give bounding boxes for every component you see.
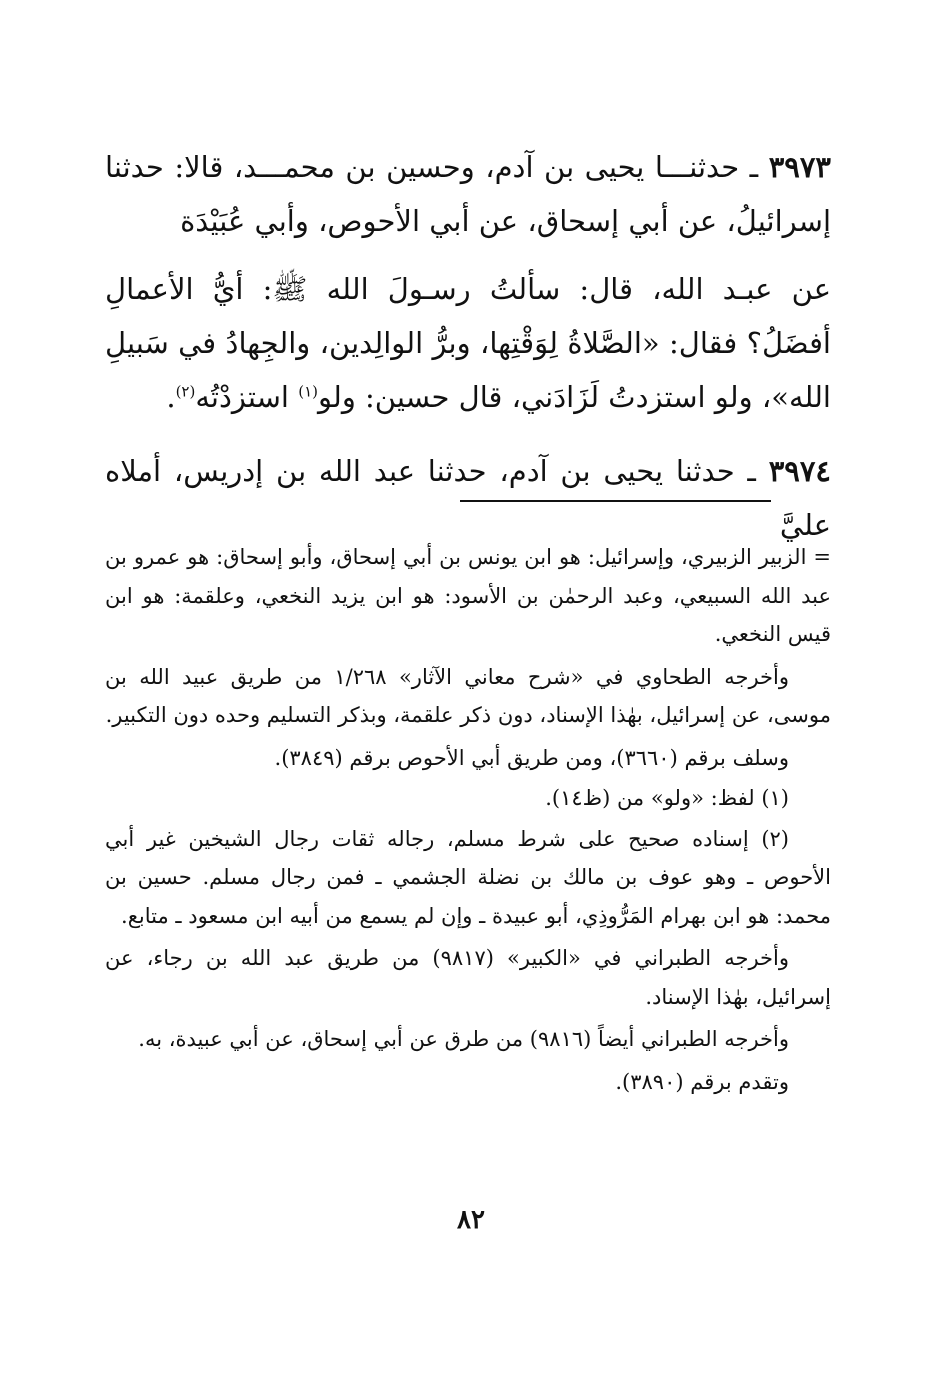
- footnote-paragraph: وتقدم برقم (٣٨٩٠).: [615, 1069, 789, 1094]
- isnad-text: ـ حدثنا يحيى بن آدم، حدثنا عبد الله بن إدريس، أملاه عليَّ: [105, 454, 831, 542]
- footnote-1: (١) لفظ: «ولو» من (ظ١٤).: [545, 786, 789, 810]
- footnote-marker[interactable]: (٢): [175, 382, 196, 401]
- hadith-number: ٣٩٧٣: [768, 150, 831, 184]
- footnote-paragraph: وأخرجه الطحاوي في «شرح معاني الآثار» ١/٢٦٨ من طريق عبيد الله بن موسى، عن إسرائيل، بهٰذا الإسناد، دون ذكر علقمة، وبذكر التسليم وحده دون التكبير.: [105, 664, 831, 727]
- footnote-divider: [460, 500, 771, 502]
- isnad-text: ـ حدثنـــا يحيى بن آدم، وحسين بن محمـــد، قالا: حدثنا إسرائيلُ، عن أبي إسحاق، عن أبي الأحوص، وأبي عُبَيْدَة: [105, 150, 831, 238]
- footnote-paragraph: وأخرجه الطبراني أيضاً (٩٨١٦) من طرق عن أبي إسحاق، عن أبي عبيدة، به.: [138, 1027, 789, 1051]
- hadith-number: ٣٩٧٤: [768, 454, 832, 488]
- footnote-paragraph: وسلف برقم (٣٦٦٠)، ومن طريق أبي الأحوص برقم (٣٨٤٩).: [274, 745, 789, 770]
- matn-text: عن عبـد الله، قال: سألتُ رسـولَ الله ﷺ: أيُّ الأعمالِ أفضَلُ؟ فقال: «الصَّلاةُ لِوَقْتِها، وبرُّ الوالِدين، والجِهادُ في سَبيلِ الله»، ولو استزدتُ لَزَادَني، قال حسين: ولو: [105, 272, 831, 414]
- footnote-2: (٢) إسناده صحيح على شرط مسلم، رجاله ثقات رجال الشيخين غير أبي الأحوص ـ وهو عوف بن مالك بن نضلة الجشمي ـ فمن رجال مسلم. حسين بن محمد: هو ابن بهرام المَرُّوذِي، أبو عبيدة ـ وإن لم يسمع من أبيه ابن مسعود ـ متابع.: [105, 826, 831, 928]
- matn-text-end: استزدْتُه: [195, 380, 289, 414]
- footnotes: [105, 538, 831, 1103]
- matn-final: .: [166, 380, 176, 414]
- hadith-3973-chain: [105, 140, 831, 248]
- page-number: ٨٢: [457, 1205, 485, 1235]
- footnote-continuation: = الزبير الزبيري، وإسرائيل: هو ابن يونس بن أبي إسحاق، وأبو إسحاق: هو عمرو بن عبد الله السبيعي، وعبد الرحمٰن بن الأسود: هو ابن يزيد النخعي، وعلقمة: هو ابن قيس النخعي.: [105, 545, 831, 646]
- hadith-3973-text: [105, 262, 831, 424]
- hadith-3974-chain: [105, 444, 831, 552]
- footnote-paragraph: وأخرجه الطبراني في «الكبير» (٩٨١٧) من طريق عبد الله بن رجاء، عن إسرائيل، بهٰذا الإسناد.: [105, 946, 831, 1009]
- main-text: [105, 140, 831, 552]
- footnote-marker[interactable]: (١): [298, 382, 318, 401]
